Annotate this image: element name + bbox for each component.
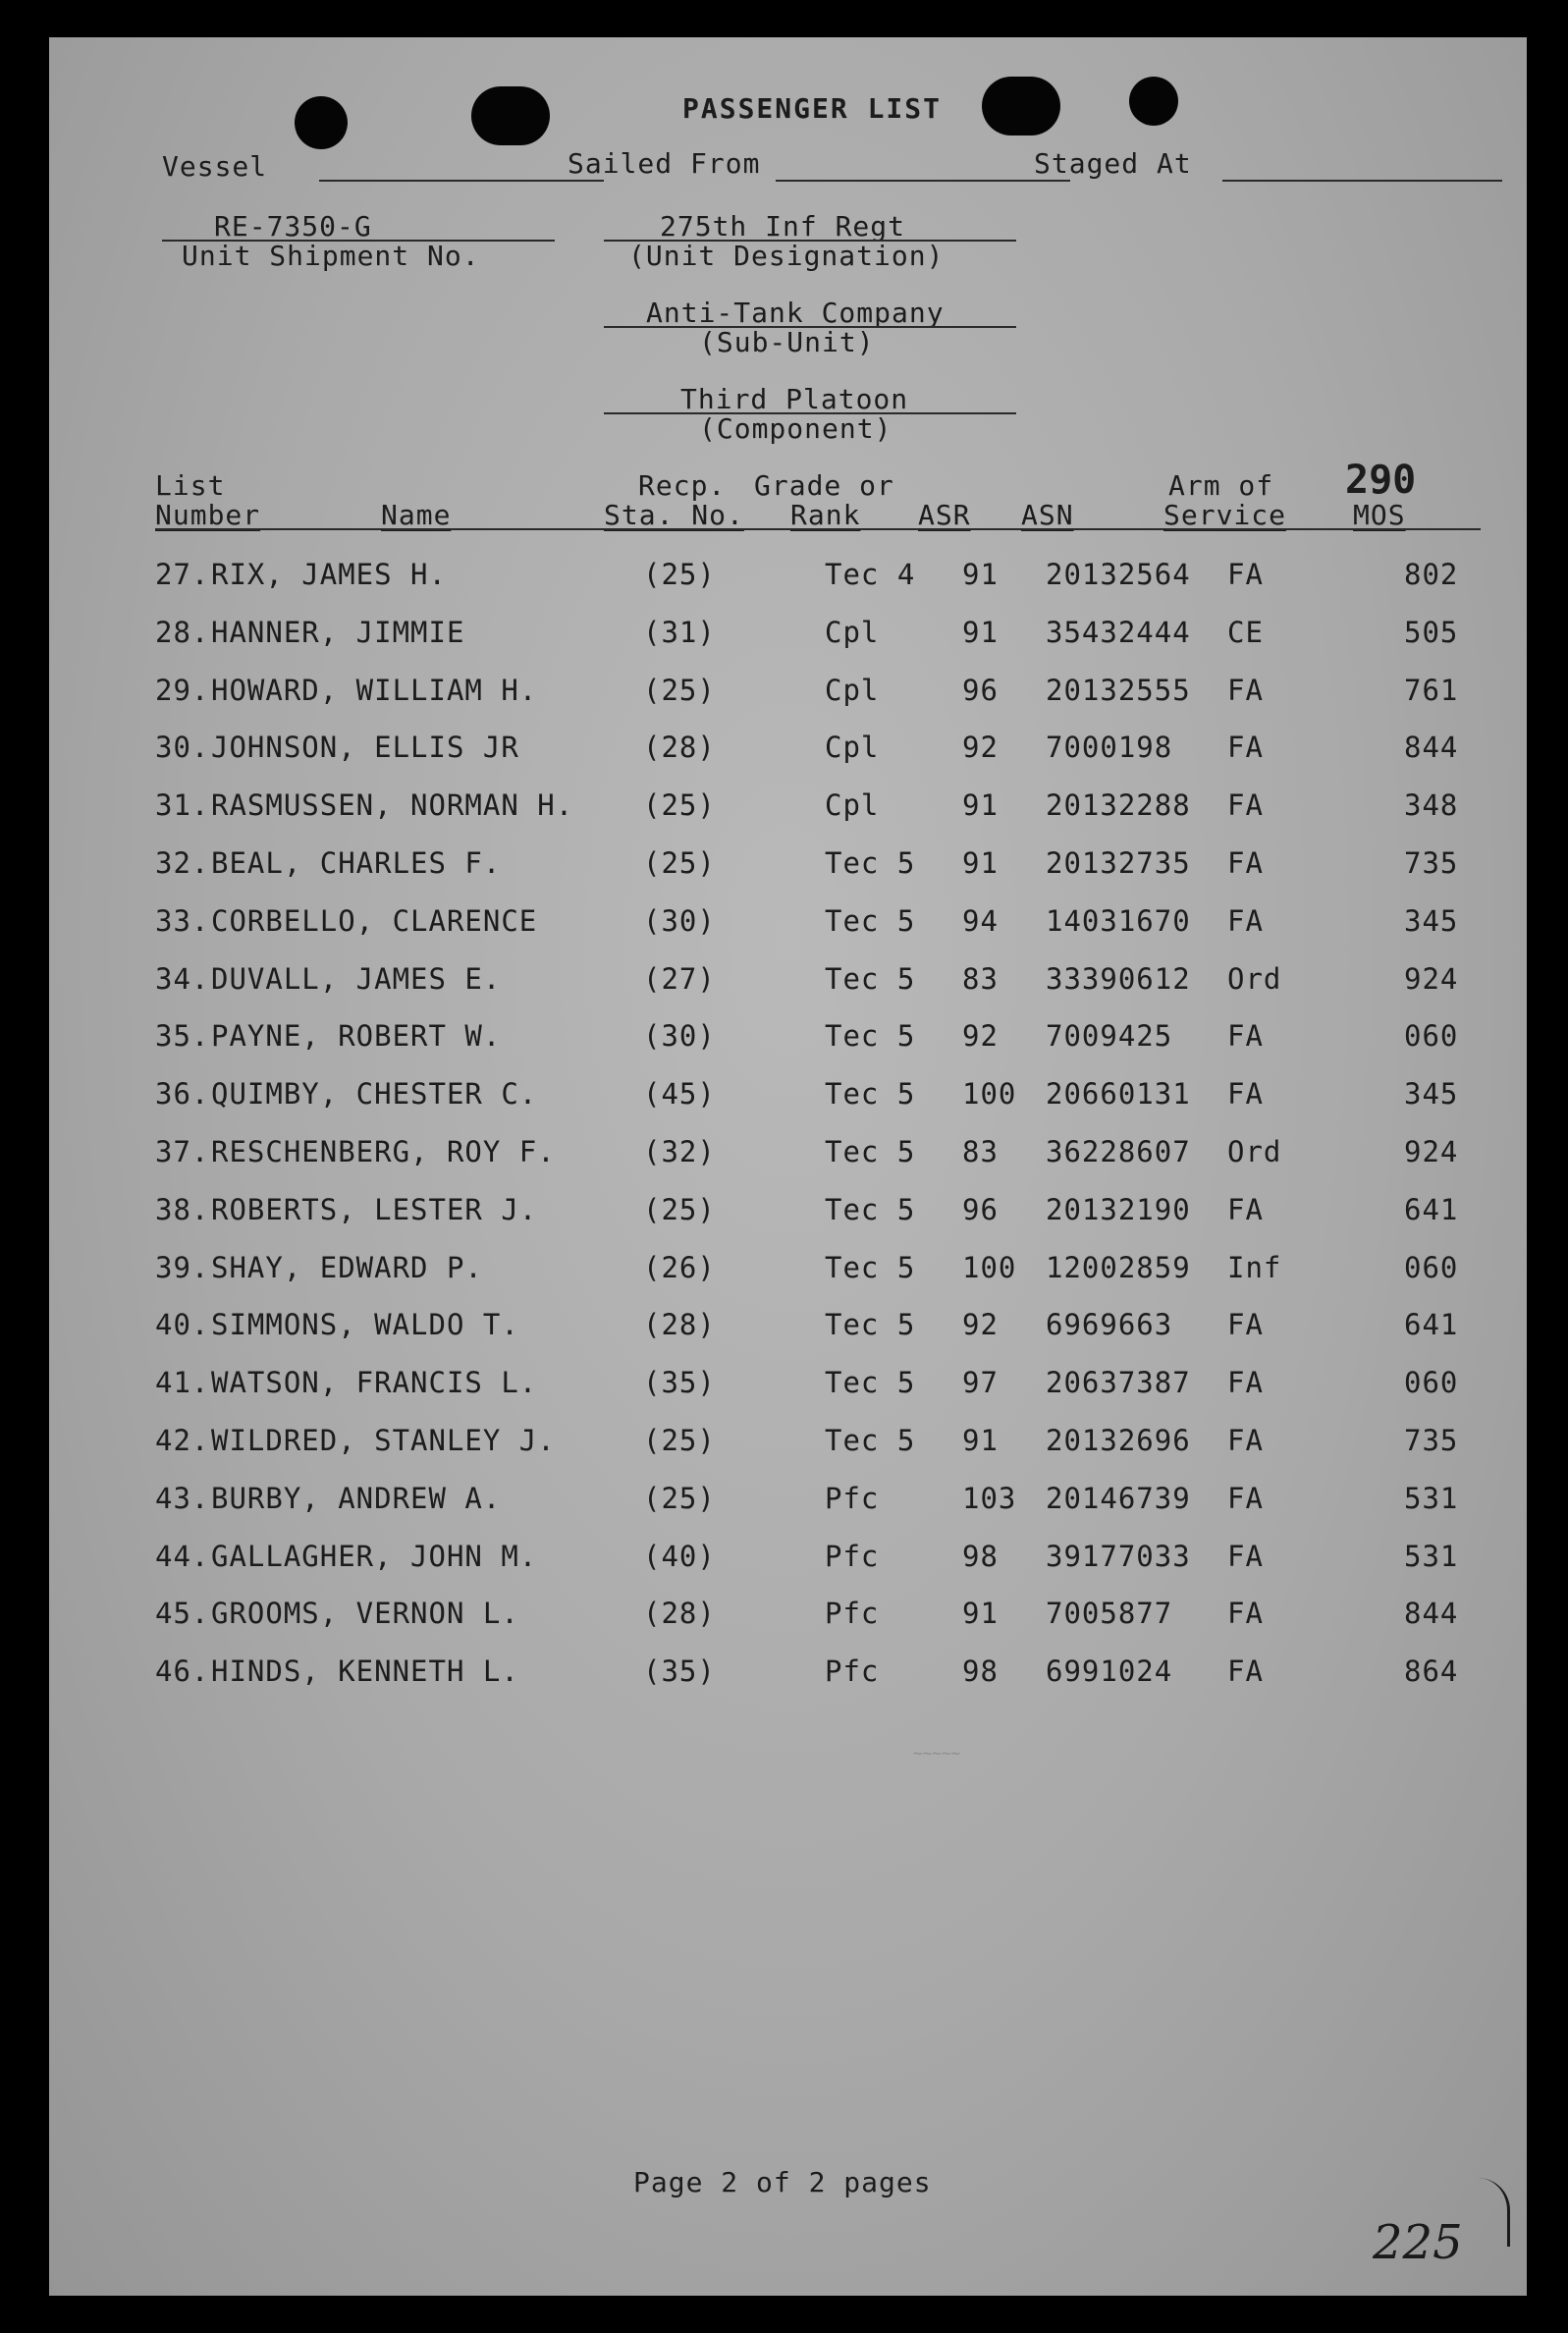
rank-cell: Cpl: [825, 673, 880, 707]
arm-cell: FA: [1227, 1655, 1264, 1689]
arm-cell: FA: [1227, 788, 1264, 823]
col-list-number-1: List: [155, 469, 226, 502]
unit-shipment-label: Unit Shipment No.: [182, 240, 480, 272]
col-grade-1: Grade or: [754, 469, 894, 502]
arm-cell: FA: [1227, 1308, 1264, 1342]
list-number-cell: 44.: [155, 1539, 210, 1573]
mos-cell: 060: [1404, 1366, 1459, 1400]
asr-cell: 92: [962, 731, 999, 765]
asr-cell: 91: [962, 846, 999, 880]
mos-cell: 060: [1404, 1250, 1459, 1284]
col-asn: ASN: [1021, 499, 1074, 531]
asr-cell: 91: [962, 558, 999, 591]
name-cell: RESCHENBERG, ROY F.: [211, 1135, 556, 1168]
mos-cell: 924: [1404, 961, 1459, 996]
arm-cell: FA: [1227, 1424, 1264, 1457]
rank-cell: Tec 5: [825, 846, 916, 880]
asn-cell: 20637387: [1046, 1366, 1191, 1400]
asn-cell: 20660131: [1046, 1077, 1191, 1112]
station-cell: (25): [643, 673, 716, 707]
asr-cell: 100: [962, 1250, 1017, 1284]
asr-cell: 94: [962, 903, 999, 938]
rank-cell: Tec 5: [825, 1077, 916, 1112]
list-number-cell: 34.: [155, 961, 210, 996]
name-cell: DUVALL, JAMES E.: [211, 961, 502, 996]
asn-cell: 20132564: [1046, 558, 1191, 591]
list-number-cell: 42.: [155, 1424, 210, 1457]
list-number-cell: 40.: [155, 1308, 210, 1342]
name-cell: GROOMS, VERNON L.: [211, 1597, 519, 1631]
rank-cell: Tec 5: [825, 1308, 916, 1342]
name-cell: BEAL, CHARLES F.: [211, 846, 502, 880]
sub-unit-label: (Sub-Unit): [699, 326, 875, 358]
station-cell: (25): [643, 1192, 716, 1226]
station-cell: (28): [643, 1597, 716, 1631]
mos-cell: 505: [1404, 615, 1459, 649]
unit-designation: 275th Inf Regt: [660, 210, 906, 243]
document-title: PASSENGER LIST: [682, 92, 943, 125]
unit-designation-label: (Unit Designation): [628, 240, 945, 272]
asr-cell: 92: [962, 1308, 999, 1342]
col-asr: ASR: [918, 499, 971, 531]
rank-cell: Tec 5: [825, 1019, 916, 1054]
asn-cell: 20132288: [1046, 788, 1191, 823]
punch-hole-right: [982, 77, 1060, 136]
mos-cell: 345: [1404, 903, 1459, 938]
rank-cell: Pfc: [825, 1481, 880, 1515]
station-cell: (32): [643, 1135, 716, 1168]
page-indicator: Page 2 of 2 pages: [633, 2166, 932, 2198]
arm-cell: FA: [1227, 673, 1264, 707]
mos-cell: 641: [1404, 1308, 1459, 1342]
mos-cell: 348: [1404, 788, 1459, 823]
asn-cell: 35432444: [1046, 615, 1191, 649]
asn-cell: 20132555: [1046, 673, 1191, 707]
list-number-cell: 46.: [155, 1655, 210, 1689]
list-number-cell: 41.: [155, 1366, 210, 1400]
mos-cell: 060: [1404, 1019, 1459, 1054]
list-number-cell: 30.: [155, 731, 210, 765]
punch-hole-center: [471, 86, 550, 145]
punch-hole-far-right: [1129, 77, 1178, 126]
mos-cell: 802: [1404, 558, 1459, 591]
rank-cell: Pfc: [825, 1539, 880, 1573]
arm-cell: FA: [1227, 903, 1264, 938]
asn-cell: 36228607: [1046, 1135, 1191, 1168]
sailed-from-line: [776, 180, 1070, 182]
unit-shipment-no: RE-7350-G: [214, 210, 372, 243]
mos-cell: 531: [1404, 1539, 1459, 1573]
asn-cell: 33390612: [1046, 961, 1191, 996]
mos-cell: 735: [1404, 1424, 1459, 1457]
rank-cell: Tec 5: [825, 1192, 916, 1226]
sub-unit: Anti-Tank Company: [646, 297, 945, 329]
arm-cell: FA: [1227, 1539, 1264, 1573]
asn-cell: 20132735: [1046, 846, 1191, 880]
list-number-cell: 31.: [155, 788, 210, 823]
rank-cell: Cpl: [825, 731, 880, 765]
mos-cell: 844: [1404, 1597, 1459, 1631]
mos-cell: 345: [1404, 1077, 1459, 1112]
arm-cell: FA: [1227, 1019, 1264, 1054]
arm-cell: CE: [1227, 615, 1264, 649]
asr-cell: 96: [962, 1192, 999, 1226]
arm-cell: Ord: [1227, 1135, 1282, 1168]
asn-cell: 39177033: [1046, 1539, 1191, 1573]
mos-cell: 735: [1404, 846, 1459, 880]
station-cell: (25): [643, 846, 716, 880]
list-number-cell: 45.: [155, 1597, 210, 1631]
rank-cell: Tec 5: [825, 1135, 916, 1168]
name-cell: ROBERTS, LESTER J.: [211, 1192, 538, 1226]
name-cell: RIX, JAMES H.: [211, 558, 447, 591]
asr-cell: 83: [962, 961, 999, 996]
asr-cell: 96: [962, 673, 999, 707]
mos-cell: 641: [1404, 1192, 1459, 1226]
name-cell: HINDS, KENNETH L.: [211, 1655, 519, 1689]
station-cell: (26): [643, 1250, 716, 1284]
col-mos: MOS: [1353, 499, 1406, 531]
asr-cell: 98: [962, 1539, 999, 1573]
col-arm-1: Arm of: [1168, 469, 1274, 502]
mos-cell: 924: [1404, 1135, 1459, 1168]
asn-cell: 20132696: [1046, 1424, 1191, 1457]
rank-cell: Tec 5: [825, 961, 916, 996]
arm-cell: FA: [1227, 558, 1264, 591]
asr-cell: 91: [962, 788, 999, 823]
asr-cell: 91: [962, 1424, 999, 1457]
list-number-cell: 28.: [155, 615, 210, 649]
list-number-cell: 39.: [155, 1250, 210, 1284]
list-number-cell: 27.: [155, 558, 210, 591]
list-number-cell: 37.: [155, 1135, 210, 1168]
vessel-line: [319, 180, 604, 182]
rank-cell: Tec 5: [825, 1424, 916, 1457]
station-cell: (28): [643, 731, 716, 765]
col-recp-1: Recp.: [638, 469, 727, 502]
component: Third Platoon: [680, 383, 909, 415]
staged-at-label: Staged At: [1034, 147, 1192, 180]
asr-cell: 91: [962, 615, 999, 649]
mos-cell: 761: [1404, 673, 1459, 707]
name-cell: QUIMBY, CHESTER C.: [211, 1077, 538, 1112]
sailed-from-label: Sailed From: [568, 147, 761, 180]
rank-cell: Pfc: [825, 1597, 880, 1631]
asn-cell: 20132190: [1046, 1192, 1191, 1226]
name-cell: SIMMONS, WALDO T.: [211, 1308, 519, 1342]
arm-cell: FA: [1227, 1366, 1264, 1400]
asr-cell: 91: [962, 1597, 999, 1631]
station-cell: (31): [643, 615, 716, 649]
station-cell: (25): [643, 788, 716, 823]
mos-cell: 531: [1404, 1481, 1459, 1515]
asr-cell: 103: [962, 1481, 1017, 1515]
rank-cell: Tec 5: [825, 1250, 916, 1284]
name-cell: SHAY, EDWARD P.: [211, 1250, 483, 1284]
arm-cell: FA: [1227, 1192, 1264, 1226]
station-cell: (35): [643, 1366, 716, 1400]
asr-cell: 97: [962, 1366, 999, 1400]
asr-cell: 98: [962, 1655, 999, 1689]
name-cell: WILDRED, STANLEY J.: [211, 1424, 556, 1457]
arm-cell: FA: [1227, 1481, 1264, 1515]
arm-cell: FA: [1227, 1077, 1264, 1112]
col-arm-2: Service: [1163, 499, 1287, 531]
list-number-cell: 38.: [155, 1192, 210, 1226]
name-cell: JOHNSON, ELLIS JR: [211, 731, 519, 765]
name-cell: GALLAGHER, JOHN M.: [211, 1539, 538, 1573]
station-cell: (25): [643, 558, 716, 591]
name-cell: BURBY, ANDREW A.: [211, 1481, 502, 1515]
faint-mark: ~~~~~: [913, 1744, 961, 1763]
col-recp-2: Sta. No.: [604, 499, 744, 531]
document-page: [49, 37, 1527, 2296]
component-label: (Component): [699, 412, 892, 445]
staged-at-line: [1222, 180, 1502, 182]
list-number-cell: 36.: [155, 1077, 210, 1112]
station-cell: (30): [643, 903, 716, 938]
handwritten-page-number: 225: [1373, 2215, 1463, 2270]
asr-cell: 83: [962, 1135, 999, 1168]
arm-cell: Inf: [1227, 1250, 1282, 1284]
arm-cell: Ord: [1227, 961, 1282, 996]
name-cell: HANNER, JIMMIE: [211, 615, 465, 649]
name-cell: PAYNE, ROBERT W.: [211, 1019, 502, 1054]
name-cell: HOWARD, WILLIAM H.: [211, 673, 538, 707]
asn-cell: 14031670: [1046, 903, 1191, 938]
station-cell: (27): [643, 961, 716, 996]
rank-cell: Tec 4: [825, 558, 916, 591]
rank-cell: Cpl: [825, 615, 880, 649]
rank-cell: Tec 5: [825, 1366, 916, 1400]
mos-cell: 844: [1404, 731, 1459, 765]
list-number-cell: 35.: [155, 1019, 210, 1054]
rank-cell: Cpl: [825, 788, 880, 823]
punch-hole-left: [295, 96, 348, 149]
station-cell: (30): [643, 1019, 716, 1054]
asn-cell: 7000198: [1046, 731, 1173, 765]
rank-cell: Pfc: [825, 1655, 880, 1689]
col-list-number-2: Number: [155, 499, 261, 531]
asn-cell: 6969663: [1046, 1308, 1173, 1342]
col-name: Name: [381, 499, 452, 531]
rank-cell: Tec 5: [825, 903, 916, 938]
arm-cell: FA: [1227, 1597, 1264, 1631]
asn-cell: 7009425: [1046, 1019, 1173, 1054]
vessel-label: Vessel: [162, 150, 268, 183]
mos-total: 290: [1345, 458, 1417, 503]
station-cell: (25): [643, 1481, 716, 1515]
station-cell: (28): [643, 1308, 716, 1342]
name-cell: RASMUSSEN, NORMAN H.: [211, 788, 574, 823]
station-cell: (35): [643, 1655, 716, 1689]
asn-cell: 20146739: [1046, 1481, 1191, 1515]
name-cell: CORBELLO, CLARENCE: [211, 903, 538, 938]
mos-cell: 864: [1404, 1655, 1459, 1689]
asn-cell: 7005877: [1046, 1597, 1173, 1631]
asn-cell: 6991024: [1046, 1655, 1173, 1689]
asr-cell: 100: [962, 1077, 1017, 1112]
list-number-cell: 43.: [155, 1481, 210, 1515]
asr-cell: 92: [962, 1019, 999, 1054]
header-rule: [155, 528, 1481, 530]
arm-cell: FA: [1227, 846, 1264, 880]
col-grade-2: Rank: [790, 499, 861, 531]
station-cell: (25): [643, 1424, 716, 1457]
handwritten-stroke: [1478, 2178, 1510, 2247]
list-number-cell: 29.: [155, 673, 210, 707]
name-cell: WATSON, FRANCIS L.: [211, 1366, 538, 1400]
arm-cell: FA: [1227, 731, 1264, 765]
list-number-cell: 33.: [155, 903, 210, 938]
list-number-cell: 32.: [155, 846, 210, 880]
station-cell: (45): [643, 1077, 716, 1112]
asn-cell: 12002859: [1046, 1250, 1191, 1284]
station-cell: (40): [643, 1539, 716, 1573]
